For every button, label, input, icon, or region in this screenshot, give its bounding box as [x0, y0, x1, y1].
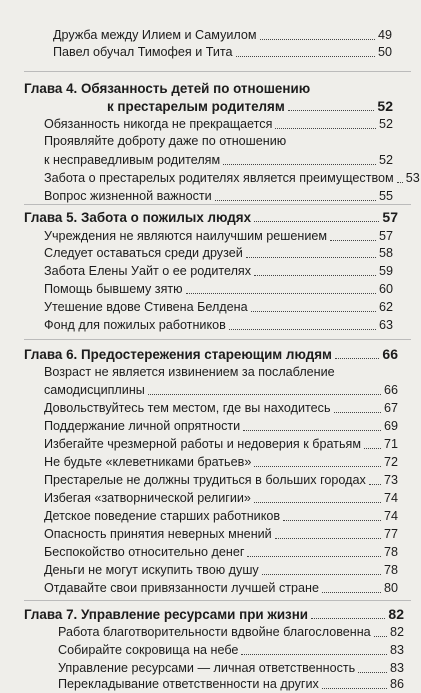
- entry-page: 58: [378, 246, 393, 260]
- entry-page: 66: [383, 383, 398, 397]
- entry-title: Работа благотворительности вдвойне благословенна: [58, 625, 371, 639]
- entry-page: 59: [378, 264, 393, 278]
- toc-entry: [44, 419, 398, 434]
- entry-page: 67: [383, 401, 398, 415]
- entry-page: 71: [383, 437, 398, 451]
- entry-page: 55: [378, 189, 393, 203]
- toc-entry: [53, 45, 392, 60]
- entry-page: 82: [389, 625, 404, 639]
- section-divider: [24, 204, 411, 205]
- entry-page: 49: [377, 28, 392, 42]
- toc-entry: [44, 509, 398, 524]
- chapter-heading: Глава 4. Обязанность детей по отношению: [24, 81, 311, 96]
- entry-title: самодисциплины: [44, 383, 145, 397]
- entry-title: Отдавайте свои привязанности лучшей стране: [44, 581, 319, 595]
- section-divider: [24, 339, 411, 340]
- entry-title: Глава 5. Забота о пожилых людях: [24, 210, 252, 225]
- entry-title: Глава 6. Предостережения стареющим людям: [24, 347, 332, 362]
- entry-title: Глава 7. Управление ресурсами при жизни: [24, 607, 309, 622]
- chapter-heading: [24, 347, 398, 362]
- entry-title: Опасность принятия неверных мнений: [44, 527, 272, 541]
- entry-title: Избегая «затворнической религии»: [44, 491, 251, 505]
- entry-title: Учреждения не являются наилучшим решением: [44, 229, 328, 243]
- entry-title: Утешение вдове Стивена Белдена: [44, 300, 248, 314]
- entry-title: Детское поведение старших работников: [44, 509, 281, 523]
- entry-page: 52: [377, 98, 393, 114]
- entry-title: к престарелым родителям: [107, 99, 285, 114]
- toc-entry: [44, 134, 393, 149]
- entry-title: Павел обучал Тимофея и Тита: [53, 45, 233, 59]
- toc-entry: [44, 437, 398, 452]
- toc-entry: [58, 677, 404, 692]
- entry-title: Следует оставаться среди друзей: [44, 246, 243, 260]
- toc-entry: [58, 625, 404, 640]
- entry-page: 57: [378, 229, 393, 243]
- chapter-heading: [107, 99, 393, 114]
- toc-entry: [44, 383, 398, 398]
- toc-entry: [44, 545, 398, 560]
- toc-entry: [44, 189, 393, 204]
- toc-entry: [44, 318, 393, 333]
- toc-entry: [44, 491, 398, 506]
- entry-title: Деньги не могут искупить твою душу: [44, 563, 259, 577]
- entry-title: Избегайте чрезмерной работы и недоверия к братьям: [44, 437, 361, 451]
- section-divider: [24, 600, 411, 601]
- toc-entry: [44, 365, 398, 380]
- entry-page: 86: [389, 677, 404, 691]
- entry-page: 83: [389, 661, 404, 675]
- toc-entry: [53, 28, 392, 43]
- toc-entry: [44, 153, 393, 168]
- toc-entry: [44, 455, 398, 470]
- toc-entry: [44, 300, 393, 315]
- entry-page: 57: [382, 209, 398, 225]
- entry-title: Управление ресурсами — личная ответственность: [58, 661, 356, 675]
- toc-entry: [58, 661, 404, 676]
- entry-title: Обязанность никогда не прекращается: [44, 117, 273, 131]
- entry-title: Помощь бывшему зятю: [44, 282, 183, 296]
- toc-entry: [44, 171, 420, 186]
- entry-page: 50: [377, 45, 392, 59]
- entry-title: Не будьте «клеветниками братьев»: [44, 455, 252, 469]
- entry-page: 77: [383, 527, 398, 541]
- entry-page: 83: [389, 643, 404, 657]
- entry-page: 74: [383, 509, 398, 523]
- toc-entry: [58, 643, 404, 658]
- entry-page: 73: [383, 473, 398, 487]
- toc-entry: [44, 401, 398, 416]
- entry-title: Поддержание личной опрятности: [44, 419, 241, 433]
- entry-title: Дружба между Илием и Самуилом: [53, 28, 257, 42]
- entry-title: Беспокойство относительно денег: [44, 545, 245, 559]
- entry-page: 63: [378, 318, 393, 332]
- entry-page: 80: [383, 581, 398, 595]
- entry-page: 66: [382, 346, 398, 362]
- entry-page: 53: [405, 171, 420, 185]
- entry-title: Престарелые не должны трудиться в больших городах: [44, 473, 366, 487]
- toc-entry: [44, 264, 393, 279]
- chapter-heading: [24, 607, 404, 622]
- entry-page: 74: [383, 491, 398, 505]
- entry-title: Проявляйте доброту даже по отношению: [44, 134, 287, 148]
- entry-page: 78: [383, 545, 398, 559]
- entry-title: Фонд для пожилых работников: [44, 318, 226, 332]
- entry-page: 62: [378, 300, 393, 314]
- entry-title: Забота Елены Уайт о ее родителях: [44, 264, 252, 278]
- entry-title: Забота о престарелых родителях является преимуществом: [44, 171, 394, 185]
- toc-entry: [44, 581, 398, 596]
- entry-page: 82: [388, 606, 404, 622]
- toc-entry: [44, 282, 393, 297]
- entry-page: 52: [378, 117, 393, 131]
- entry-page: 60: [378, 282, 393, 296]
- chapter-heading: [24, 210, 398, 225]
- entry-title: Собирайте сокровища на небе: [58, 643, 239, 657]
- entry-title: Довольствуйтесь тем местом, где вы находитесь: [44, 401, 331, 415]
- toc-entry: [44, 563, 398, 578]
- entry-title: Вопрос жизненной важности: [44, 189, 212, 203]
- section-divider: [24, 71, 411, 72]
- toc-entry: [44, 527, 398, 542]
- toc-entry: [44, 117, 393, 132]
- entry-page: 69: [383, 419, 398, 433]
- toc-entry: [44, 246, 393, 261]
- entry-title: Перекладывание ответственности на других: [58, 677, 319, 691]
- entry-title: Возраст не является извинением за послабление: [44, 365, 335, 379]
- entry-page: 52: [378, 153, 393, 167]
- entry-page: 72: [383, 455, 398, 469]
- entry-page: 78: [383, 563, 398, 577]
- entry-title: к несправедливым родителям: [44, 153, 221, 167]
- toc-entry: [44, 229, 393, 244]
- toc-entry: [44, 473, 398, 488]
